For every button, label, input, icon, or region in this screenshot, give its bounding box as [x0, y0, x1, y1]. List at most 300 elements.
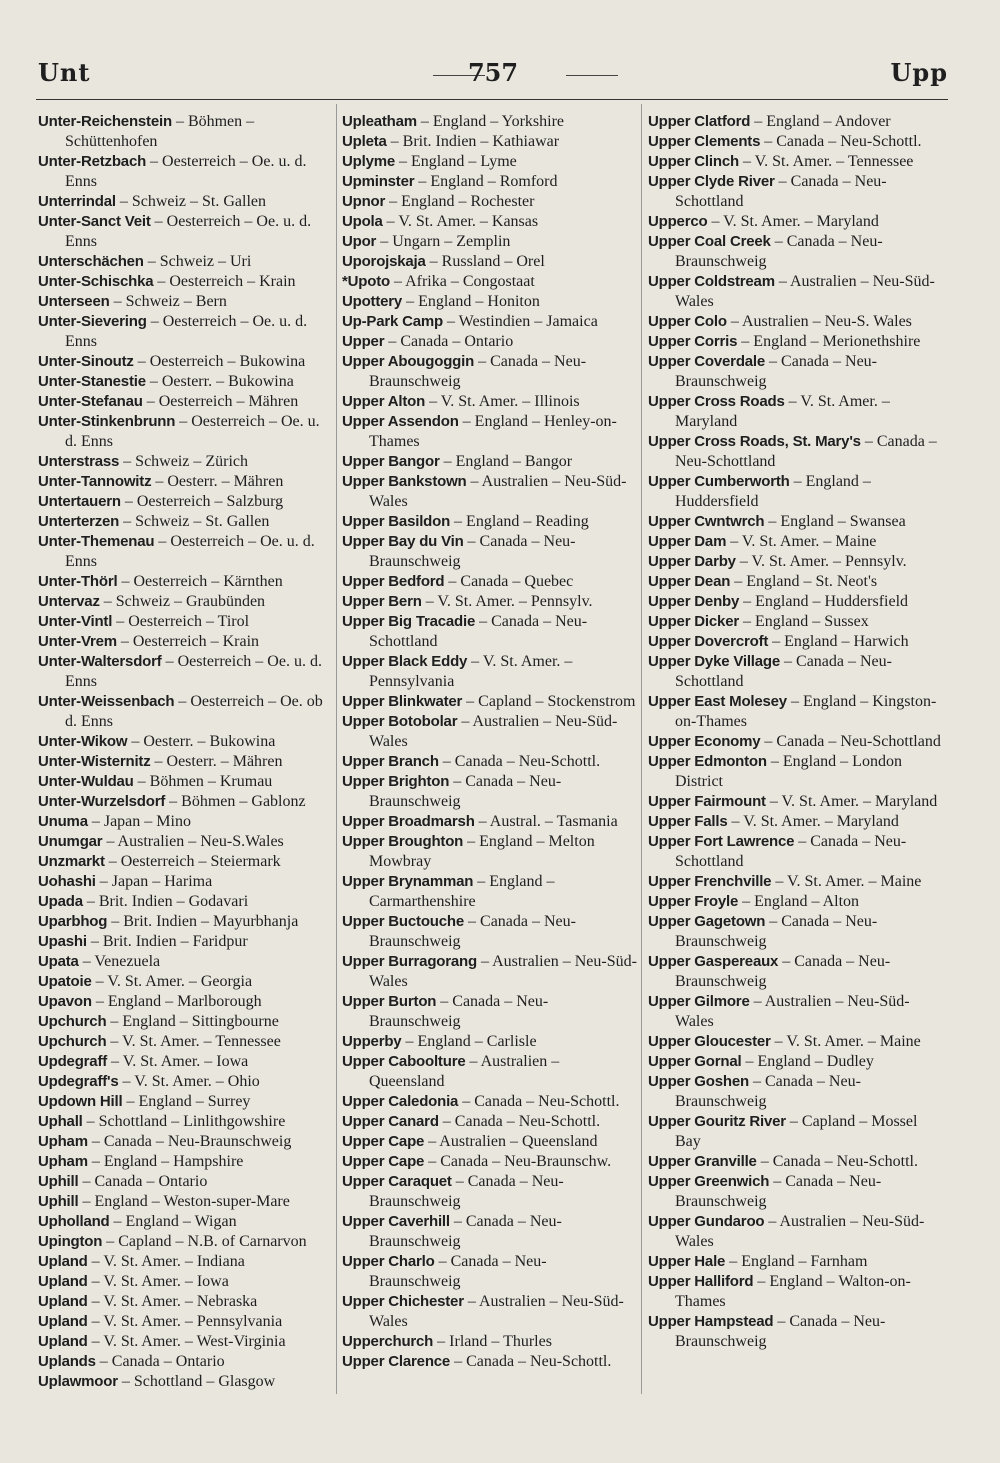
entry-headword: Unter-Vrem [38, 633, 117, 650]
entry-description: – Schweiz – Bern [109, 293, 227, 310]
entry-headword: Upper Basildon [342, 513, 451, 530]
gazetteer-entry [38, 452, 333, 472]
entry-headword: Upottery [342, 293, 403, 310]
entry-headword: Unterschächen [38, 253, 144, 270]
entry-headword: Unterterzen [38, 513, 120, 530]
entry-description: – England – Reading [450, 513, 589, 530]
gazetteer-entry [38, 492, 333, 512]
entry-description: – Austral. – Tasmania [474, 813, 618, 830]
gazetteer-entry [342, 1132, 637, 1152]
gazetteer-entry [38, 312, 333, 352]
entry-description: – Oesterr. – Bukowina [145, 373, 294, 390]
entry-description: – Canada – Ontario [78, 1173, 208, 1190]
entry-description: – Oesterreich – Krain [116, 633, 260, 650]
gazetteer-entry [648, 532, 943, 552]
entry-description: – V. St. Amer. – Maine [726, 533, 877, 550]
entry-headword: Uplyme [342, 153, 395, 170]
entry-description: – England – Henley-on-Thames [369, 413, 617, 450]
entry-description: – Schottland – Glasgow [117, 1373, 276, 1390]
gazetteer-entry [648, 212, 943, 232]
gazetteer-entry [38, 472, 333, 492]
entry-description: – Böhmen – Schüttenhofen [65, 113, 255, 150]
gazetteer-entry [648, 992, 943, 1032]
entry-headword: Upper Clarence [342, 1353, 451, 1370]
gazetteer-entry [648, 512, 943, 532]
entry-description: – England – Carmarthenshire [369, 873, 555, 910]
entry-description: – V. St. Amer. – Illinois [425, 393, 580, 410]
entry-description: – Oesterreich – Salzburg [120, 493, 284, 510]
entry-headword: Unumgar [38, 833, 103, 850]
entry-headword: Upchurch [38, 1013, 107, 1030]
entry-description: – V. St. Amer. – Pennsylv. [735, 553, 907, 570]
entry-headword: Upper Halliford [648, 1273, 754, 1290]
gazetteer-entry [342, 292, 637, 312]
entry-description: – Canada – Neu-Braunschw. [424, 1153, 612, 1170]
gazetteer-entry [648, 1272, 943, 1312]
entry-headword: Upington [38, 1233, 103, 1250]
gazetteer-entry [342, 1212, 637, 1252]
gazetteer-entry [38, 732, 333, 752]
gazetteer-entry [342, 1172, 637, 1212]
entry-description: – Canada – Neu-Braunschweig [369, 1173, 564, 1210]
entry-description: – V. St. Amer. – Maine [771, 873, 922, 890]
entry-headword: Unter-Reichenstein [38, 113, 172, 130]
entry-headword: Upper Blinkwater [342, 693, 463, 710]
entry-headword: Upper Black Eddy [342, 653, 468, 670]
entry-description: – V. St. Amer. – Maryland [675, 393, 890, 430]
entry-headword: Unter-Schischka [38, 273, 154, 290]
entry-description: – England – Lyme [395, 153, 517, 170]
column-2 [342, 112, 637, 1372]
gazetteer-entry [648, 1172, 943, 1212]
entry-headword: Unter-Vintl [38, 613, 113, 630]
gazetteer-entry [648, 952, 943, 992]
gazetteer-entry [648, 432, 943, 472]
gazetteer-entry [38, 772, 333, 792]
gazetteer-entry [38, 1172, 333, 1192]
entry-description: – England – Carlisle [401, 1033, 537, 1050]
gazetteer-entry [648, 152, 943, 172]
entry-headword: Upper Hale [648, 1253, 726, 1270]
entry-description: – England – Kingston-on-Thames [675, 693, 937, 730]
gazetteer-entry [342, 992, 637, 1032]
gazetteer-entry [648, 692, 943, 732]
gazetteer-entry [648, 752, 943, 792]
entry-headword: Upper Botobolar [342, 713, 458, 730]
entry-headword: Upper Alton [342, 393, 426, 410]
entry-headword: Unter-Thörl [38, 573, 118, 590]
gazetteer-entry [648, 552, 943, 572]
entry-description: – Schweiz – St. Gallen [115, 193, 267, 210]
gazetteer-entry [38, 1252, 333, 1272]
entry-headword: Unterstrass [38, 453, 120, 470]
entry-headword: Upashi [38, 933, 87, 950]
gazetteer-entry [38, 1272, 333, 1292]
gazetteer-entry [648, 1312, 943, 1352]
gazetteer-entry [38, 1052, 333, 1072]
entry-headword: Upper Bankstown [342, 473, 467, 490]
entry-description: – England – Huddersfield [675, 473, 871, 510]
entry-headword: Updegraff's [38, 1073, 119, 1090]
entry-description: – Canada – Neu-Schottland [369, 613, 588, 650]
entry-headword: Up-Park Camp [342, 313, 443, 330]
gazetteer-entry [342, 1332, 637, 1352]
gazetteer-entry [648, 792, 943, 812]
entry-description: – Oesterreich – Tirol [112, 613, 250, 630]
entry-description: – Capland – Stockenstrom [462, 693, 636, 710]
entry-headword: Unter-Stefanau [38, 393, 143, 410]
gazetteer-entry [648, 1072, 943, 1112]
entry-description: – Australien – Neu-Süd-Wales [675, 1213, 925, 1250]
entry-headword: Upper Caraquet [342, 1173, 452, 1190]
entry-headword: Unterrindal [38, 193, 116, 210]
entry-description: – Canada – Neu-Schottland [675, 433, 937, 470]
entry-headword: Upper Greenwich [648, 1173, 770, 1190]
gazetteer-entry [38, 512, 333, 532]
entry-description: – England – Melton Mowbray [369, 833, 595, 870]
entry-headword: Upland [38, 1293, 88, 1310]
gazetteer-entry [648, 1032, 943, 1052]
entry-headword: Upper Big Tracadie [342, 613, 476, 630]
entry-headword: Upland [38, 1273, 88, 1290]
entry-headword: Uplawmoor [38, 1373, 118, 1390]
header-right-catchword: Upp [890, 58, 948, 87]
entry-headword: Upper Economy [648, 733, 761, 750]
entry-headword: Upper Assendon [342, 413, 459, 430]
entry-description: – Canada – Neu-Schottland [675, 173, 887, 210]
entry-headword: Upper Brynamman [342, 873, 474, 890]
gazetteer-entry [38, 252, 333, 272]
entry-headword: Unter-Stanestie [38, 373, 146, 390]
gazetteer-entry [38, 952, 333, 972]
gazetteer-entry [342, 952, 637, 992]
gazetteer-entry [38, 1132, 333, 1152]
gazetteer-entry [648, 912, 943, 952]
gazetteer-entry [648, 732, 943, 752]
entry-description: – England – Merionethshire [737, 333, 921, 350]
entry-headword: Unter-Wisternitz [38, 753, 151, 770]
gazetteer-entry [648, 172, 943, 212]
gazetteer-entry [342, 332, 637, 352]
entry-description: – Oesterr. – Mähren [150, 753, 283, 770]
gazetteer-entry [648, 612, 943, 632]
gazetteer-entry [38, 192, 333, 212]
entry-headword: Upper Burton [342, 993, 437, 1010]
gazetteer-entry [38, 832, 333, 852]
gazetteer-entry [342, 1092, 637, 1112]
entry-description: – Canada – Neu-Braunschweig [369, 993, 549, 1030]
entry-headword: Upper Broadmarsh [342, 813, 475, 830]
entry-description: – Canada – Neu-Braunschweig [369, 353, 587, 390]
entry-description: – Canada – Neu-Schottl. [450, 1353, 612, 1370]
gazetteer-entry [38, 532, 333, 572]
entry-headword: Unter-Themenau [38, 533, 155, 550]
page-number: 757 [467, 58, 519, 87]
entry-headword: Upper [342, 333, 385, 350]
entry-description: – England – Bangor [439, 453, 573, 470]
entry-headword: Unter-Wikow [38, 733, 128, 750]
entry-headword: Upper Broughton [342, 833, 464, 850]
gazetteer-entry [342, 512, 637, 532]
entry-headword: Upper Clinch [648, 153, 739, 170]
entry-description: – Canada – Neu-Braunschweig [675, 233, 883, 270]
entry-description: – Brit. Indien – Kathiawar [386, 133, 560, 150]
gazetteer-entry [648, 812, 943, 832]
entry-headword: Upper East Molesey [648, 693, 787, 710]
entry-description: – V. St. Amer. – Pennsylvania [369, 653, 573, 690]
entry-headword: Untertauern [38, 493, 121, 510]
entry-headword: Upper Burragorang [342, 953, 477, 970]
entry-headword: Upper Cumberworth [648, 473, 790, 490]
entry-headword: Unter-Weissenbach [38, 693, 175, 710]
gazetteer-entry [342, 572, 637, 592]
entry-description: – Oesterreich – Oe. u. d. Enns [65, 653, 322, 690]
entry-description: – England – Romford [414, 173, 558, 190]
gazetteer-entry [648, 652, 943, 692]
entry-headword: Upper Clatford [648, 113, 751, 130]
gazetteer-entry [38, 992, 333, 1012]
gazetteer-entry [342, 712, 637, 752]
entry-description: – Canada – Ontario [384, 333, 514, 350]
entry-description: – Oesterreich – Oe. u. d. Enns [65, 313, 308, 350]
header-divider [36, 99, 948, 100]
entry-headword: Upper Canard [342, 1113, 439, 1130]
gazetteer-entry [342, 212, 637, 232]
entry-description: – Canada – Neu-Braunschweig [369, 913, 576, 950]
entry-headword: Unuma [38, 813, 88, 830]
entry-description: – Canada – Ontario [95, 1353, 225, 1370]
entry-headword: Upper Fairmount [648, 793, 766, 810]
gazetteer-entry [38, 372, 333, 392]
entry-headword: Unter-Tannowitz [38, 473, 152, 490]
entry-description: – Canada – Quebec [444, 573, 574, 590]
gazetteer-entry [648, 1152, 943, 1172]
entry-headword: Upnor [342, 193, 386, 210]
entry-headword: Unter-Sanct Veit [38, 213, 151, 230]
gazetteer-entry [648, 312, 943, 332]
entry-headword: Upper Coldstream [648, 273, 775, 290]
gazetteer-entry [342, 612, 637, 652]
entry-headword: Uporojskaja [342, 253, 426, 270]
entry-description: – England – Huddersfield [739, 593, 909, 610]
gazetteer-entry [38, 972, 333, 992]
gazetteer-entry [38, 1112, 333, 1132]
entry-headword: Upper Caverhill [342, 1213, 450, 1230]
entry-headword: Upland [38, 1313, 88, 1330]
gazetteer-entry [342, 1352, 637, 1372]
entry-description: – Capland – N.B. of Carnarvon [102, 1233, 307, 1250]
gazetteer-entry [342, 192, 637, 212]
entry-headword: Upminster [342, 173, 415, 190]
gazetteer-entry [38, 1352, 333, 1372]
entry-description: – Schweiz – St. Gallen [119, 513, 270, 530]
entry-description: – Oesterreich – Oe. u. d. Enns [65, 213, 312, 250]
entry-description: – Australien – Neu-S. Wales [726, 313, 912, 330]
gazetteer-entry [38, 592, 333, 612]
entry-headword: Upola [342, 213, 383, 230]
gazetteer-entry [38, 812, 333, 832]
gazetteer-entry [38, 352, 333, 372]
gazetteer-entry [38, 1312, 333, 1332]
gazetteer-entry [38, 1152, 333, 1172]
entry-headword: Unter-Sinoutz [38, 353, 134, 370]
gazetteer-entry [38, 912, 333, 932]
gazetteer-entry [38, 1012, 333, 1032]
column-divider [336, 104, 337, 1394]
entry-description: – Oesterreich – Steiermark [104, 853, 281, 870]
gazetteer-entry [648, 572, 943, 592]
entry-headword: Upper Dyke Village [648, 653, 781, 670]
entry-headword: Upland [38, 1253, 88, 1270]
entry-headword: Upper Falls [648, 813, 728, 830]
entry-description: – Canada – Neu-Braunschweig [369, 533, 576, 570]
entry-description: – Schottland – Linlithgowshire [82, 1113, 286, 1130]
column-3 [648, 112, 943, 1352]
entry-headword: Untervaz [38, 593, 100, 610]
entry-description: – V. St. Amer. – Ohio [118, 1073, 260, 1090]
entry-headword: Unter-Retzbach [38, 153, 147, 170]
column-1 [38, 112, 333, 1392]
entry-description: – Canada – Neu-Schottl. [458, 1093, 620, 1110]
entry-description: – Oesterreich – Kärnthen [117, 573, 283, 590]
column-divider [641, 104, 642, 1394]
entry-description: – Australien – Queensland [369, 1053, 560, 1090]
entry-headword: Upor [342, 233, 377, 250]
entry-description: – England – Farnham [725, 1253, 868, 1270]
entry-headword: Upavon [38, 993, 92, 1010]
gazetteer-entry [38, 752, 333, 772]
entry-description: – Oesterreich – Oe. ob d. Enns [65, 693, 323, 730]
entry-description: – V. St. Amer. – Nebraska [87, 1293, 258, 1310]
entry-description: – England – Wigan [109, 1213, 237, 1230]
gazetteer-entry [342, 112, 637, 132]
entry-headword: Uparbhog [38, 913, 108, 930]
gazetteer-entry [648, 272, 943, 312]
gazetteer-entry [342, 872, 637, 912]
gazetteer-entry [342, 232, 637, 252]
gazetteer-entry [342, 812, 637, 832]
entry-description: – Canada – Neu-Braunschweig [675, 1073, 861, 1110]
gazetteer-entry [342, 752, 637, 772]
entry-description: – Canada – Neu-Schottland [675, 833, 907, 870]
entry-description: – Böhmen – Gablonz [165, 793, 306, 810]
gazetteer-entry [648, 1112, 943, 1152]
entry-description: – Oesterreich – Oe. u. d. Enns [65, 533, 315, 570]
entry-description: – Australien – Queensland [424, 1133, 598, 1150]
gazetteer-entry [38, 692, 333, 732]
gazetteer-entry [38, 212, 333, 252]
gazetteer-entry [38, 572, 333, 592]
entry-headword: Upper Brighton [342, 773, 450, 790]
entry-description: – England – Weston-super-Mare [78, 1193, 290, 1210]
entry-description: – Canada – Neu-Schottl. [756, 1153, 918, 1170]
entry-description: – V. St. Amer. – Tennessee [738, 153, 914, 170]
entry-headword: Upper Darby [648, 553, 736, 570]
gazetteer-entry [648, 112, 943, 132]
gazetteer-entry [38, 1232, 333, 1252]
gazetteer-entry [648, 1252, 943, 1272]
entry-headword: Unter-Waltersdorf [38, 653, 162, 670]
entry-headword: Upper Coal Creek [648, 233, 771, 250]
entry-description: – V. St. Amer. – Pennsylvania [87, 1313, 283, 1330]
gazetteer-entry [648, 592, 943, 612]
entry-headword: Upper Clyde River [648, 173, 775, 190]
entry-headword: Upholland [38, 1213, 110, 1230]
gazetteer-entry [38, 1212, 333, 1232]
entry-description: – England – St. Neot's [730, 573, 878, 590]
entry-headword: Upper Edmonton [648, 753, 767, 770]
entry-headword: Upper Bay du Vin [342, 533, 464, 550]
entry-headword: Upper Abougoggin [342, 353, 475, 370]
gazetteer-entry [38, 632, 333, 652]
entry-headword: Upper Cross Roads [648, 393, 785, 410]
entry-headword: Upper Caledonia [342, 1093, 459, 1110]
gazetteer-entry [38, 1032, 333, 1052]
gazetteer-entry [342, 152, 637, 172]
gazetteer-entry [342, 392, 637, 412]
entry-headword: Upland [38, 1333, 88, 1350]
gazetteer-entry [38, 872, 333, 892]
entry-description: – Oesterreich – Oe. u. d. Enns [65, 153, 307, 190]
gazetteer-entry [342, 272, 637, 292]
entry-headword: Uplands [38, 1353, 96, 1370]
gazetteer-entry [38, 112, 333, 152]
entry-headword: *Upoto [342, 273, 390, 290]
entry-headword: Upper Denby [648, 593, 740, 610]
entry-description: – Irland – Thurles [433, 1333, 552, 1350]
gazetteer-entry [648, 1212, 943, 1252]
entry-description: – England – Alton [738, 893, 860, 910]
gazetteer-entry [342, 652, 637, 692]
entry-description: – England – Rochester [385, 193, 535, 210]
gazetteer-entry [342, 1032, 637, 1052]
gazetteer-entry [342, 352, 637, 392]
entry-description: – Australien – Neu-Süd-Wales [369, 713, 618, 750]
entry-description: – Westindien – Jamaica [442, 313, 598, 330]
entry-description: – Canada – Neu-Braunschweig [369, 773, 562, 810]
entry-description: – Capland – Mossel Bay [675, 1113, 918, 1150]
entry-description: – England – Dudley [741, 1053, 874, 1070]
gazetteer-entry [648, 472, 943, 512]
entry-headword: Upper Frenchville [648, 873, 772, 890]
entry-description: – Oesterr. – Mähren [151, 473, 284, 490]
gazetteer-entry [342, 832, 637, 872]
entry-headword: Upper Goshen [648, 1073, 749, 1090]
gazetteer-entry [38, 892, 333, 912]
entry-description: – Schweiz – Uri [143, 253, 252, 270]
entry-headword: Upper Gloucester [648, 1033, 771, 1050]
entry-description: – Brit. Indien – Mayurbhanja [107, 913, 299, 930]
entry-headword: Upata [38, 953, 79, 970]
entry-headword: Upatoie [38, 973, 92, 990]
entry-description: – Schweiz – Zürich [119, 453, 249, 470]
gazetteer-entry [342, 1152, 637, 1172]
entry-headword: Upperby [342, 1033, 402, 1050]
gazetteer-entry [648, 872, 943, 892]
entry-description: – V. St. Amer. – Maine [770, 1033, 921, 1050]
entry-description: – Canada – Neu-Braunschweig [675, 353, 878, 390]
gazetteer-entry [648, 832, 943, 872]
gazetteer-entry [38, 412, 333, 452]
entry-description: – Australien – Neu-Süd-Wales [675, 273, 935, 310]
gazetteer-entry [38, 1072, 333, 1092]
entry-description: – England – Andover [750, 113, 891, 130]
entry-description: – Brit. Indien – Faridpur [86, 933, 248, 950]
gazetteer-entry [38, 272, 333, 292]
entry-description: – Australien – Neu-Süd-Wales [369, 1293, 624, 1330]
entry-description: – Canada – Neu-Schottland [760, 733, 941, 750]
entry-description: – England – Yorkshire [416, 113, 564, 130]
